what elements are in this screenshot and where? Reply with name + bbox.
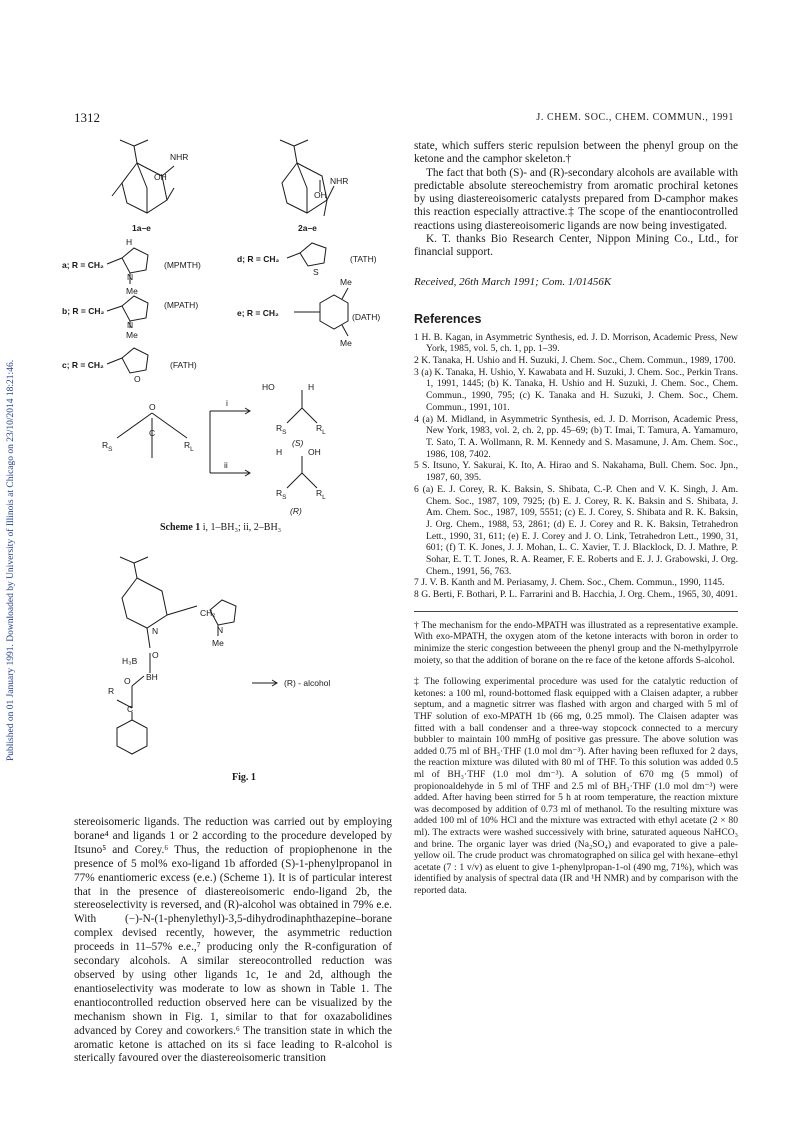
subst-e-me-bottom: Me — [340, 338, 352, 348]
camphor-structure-2 — [280, 140, 334, 216]
right-column — [414, 140, 738, 897]
fig1-ch2: CH₂ — [200, 608, 216, 618]
reference-item: 1 H. B. Kagan, in Asymmetric Synthesis, ed. J. D. Morrison, Academic Press, New York, 1985, vol. 5, ch. 1, pp. 1–39. — [414, 331, 738, 355]
left-body-text — [74, 816, 392, 1066]
fig1-h3b: H₃B — [122, 656, 138, 666]
fig1-n2: N — [217, 625, 224, 635]
reference-item: 3 (a) K. Tanaka, H. Ushio, Y. Kawabata and H. Suzuki, J. Chem. Soc., Perkin Trans. 1, 1991, 1445; (b) K. Tanaka, H. Ushio and H. Suzuki, J. Chem. Soc., Chem. Commun., 1990, 795; (c) K. Tanaka and H. Suzuki, J. Chem. Soc., Chem. Commun., 1991, 101. — [414, 366, 738, 413]
prod-s-label: (S) — [292, 438, 304, 448]
subst-d-name: (TATH) — [350, 254, 377, 264]
fig1-me: Me — [212, 638, 224, 648]
prod-s-ho: HO — [262, 382, 275, 392]
ketone-o: O — [149, 402, 156, 412]
prod-s-h: H — [308, 382, 315, 392]
ketone-rl: $R_L$ — [184, 440, 194, 453]
thiophene-ring-d — [287, 243, 326, 266]
fig1-complex — [117, 557, 277, 754]
furan-ring-c — [107, 348, 148, 373]
received-date: Received, 26th March 1991; Com. 1/01456K — [414, 275, 612, 288]
prod-s-rs: $R_S$ — [276, 423, 287, 436]
chemical-figures — [62, 128, 392, 808]
benzene-ring-e — [294, 288, 348, 336]
references-heading: References — [414, 311, 482, 326]
ketone-rs: $R_S$ — [102, 440, 113, 453]
subst-d-s: S — [313, 267, 319, 277]
subst-a-n: N — [127, 272, 134, 282]
ketone-c: C — [149, 428, 156, 438]
reference-list — [414, 332, 738, 601]
reference-item: 5 S. Itsuno, Y. Sakurai, K. Ito, A. Hirao and S. Nakahama, Bull. Chem. Soc. Jpn., 1987, 60, 395. — [414, 460, 738, 484]
fig1-product: (R) - alcohol — [284, 678, 331, 688]
prod-r-oh: OH — [308, 447, 321, 457]
s1-label: 1a–e — [132, 223, 151, 233]
s2-sub-oh: OH — [314, 190, 327, 200]
scheme-caption: Scheme 1 i, 1–BH₃; ii, 2–BH₃ — [160, 522, 282, 533]
subst-a-name: (MPMTH) — [164, 260, 201, 270]
right-paragraph-1: state, which suffers steric repulsion between the phenyl group on the ketone and the camphor skeleton.† — [414, 140, 738, 166]
page-number: 1312 — [74, 110, 100, 125]
subst-e-prefix: e; R = CH₂ — [237, 308, 279, 318]
footnote-divider — [414, 611, 738, 612]
reference-item: 2 K. Tanaka, H. Ushio and H. Suzuki, J. Chem. Soc., Chem. Commun., 1989, 1700. — [414, 355, 736, 367]
subst-e-me-top: Me — [340, 277, 352, 287]
subst-b-name: (MPATH) — [164, 300, 199, 310]
reference-item: 8 G. Berti, F. Bothari, P. L. Farrarini and B. Hacchia, J. Org. Chem., 1965, 30, 4091. — [414, 589, 738, 601]
s1-sub-oh: OH — [154, 172, 167, 182]
fig1-caption: Fig. 1 — [232, 772, 256, 783]
fig1-c: C — [127, 704, 134, 714]
s1-sub-nhr: NHR — [170, 152, 189, 162]
s2-sub-nhr: NHR — [330, 176, 349, 186]
running-head: J. CHEM. SOC., CHEM. COMMUN., 1991 — [536, 112, 734, 123]
fig1-n1: N — [152, 626, 159, 636]
prod-r-rl: $R_L$ — [316, 488, 326, 501]
figure-area — [62, 128, 392, 808]
prod-r-label: (R) — [290, 506, 302, 516]
fig1-o1: O — [152, 650, 159, 660]
subst-b-n: N — [127, 320, 134, 330]
subst-a-h: H — [126, 237, 133, 247]
footnote-double-dagger: ‡ The following experimental procedure was used for the catalytic reduction of ketones: a 100 ml, round-bottomed flask equipped with a Claisen adapter, a rubber septum, and a magnetic sitrrer was flashed with argon and charged with 5 ml of THF solution of exo-MPATH 1b (66 mg, 0.25 mmol). The Claisen adapter was fitted with a ball condenser and a three-way stopcock connected to a mercury bubbler to maintain 100 mmHg of positive gas pressure. The above solution was added 0.75 ml of BH₃·THF (1.0 mol dm⁻³). After having been refluxed for 2 days, the reaction mixture was diluted with 80 ml of THF. To this solution was added 0.5 ml of BH₃·THF (1.0 mol dm⁻³). A solution of 670 mg (5 mmol) of propionoaldehyde in 5 ml of THF and 2.5 ml of BH₃·THF (1.0 mol dm⁻³) were added. After having been stirred for 5 h at room temperature, the reaction mixture was decomposed by addition of 0.73 ml of methanol. To the resulting mixture was added 100 ml of 10% HCl and the mixture was extracted with ethyl acetate (2 × 80 ml). The extracts were washed successively with brine, saturated aqueous NaHCO₃ and brine. The organic layer was dried (Na₂SO₄) and evaporated to give a pale-yellow oil. The crude product was chromatographed on silica gel with hexane–ethyl acetate (7 : 1 v/v) as eluent to give 1-phenylpropan-1-ol (490 mg, 71%), which was identified by analysis of spectral data (IR and ¹H NMR) and by comparison with the reported data. — [414, 676, 738, 896]
subst-a-me: Me — [126, 286, 138, 296]
s2-label: 2a–e — [298, 223, 317, 233]
subst-c-name: (FATH) — [170, 360, 197, 370]
subst-a-prefix: a; R = CH₂ — [62, 260, 104, 270]
subst-c-o: O — [134, 374, 141, 384]
right-paragraph-2: The fact that both (S)- and (R)-secondary alcohols are available with predictable absolute stereochemistry from aromatic prochiral ketones by using diastereoisomeric catalysts prepared from D-camphor makes this reaction especially attractive.‡ The scope of the enantiocontrolled reactions using diastereoisomeric ligands are now being investigated. — [414, 166, 738, 232]
arrow-ii-label: ii — [224, 460, 228, 470]
fig1-r: R — [108, 686, 115, 696]
prod-r-h: H — [276, 447, 283, 457]
subst-e-name: (DATH) — [352, 312, 381, 322]
subst-b-me: Me — [126, 330, 138, 340]
subst-d-prefix: d; R = CH₂ — [237, 254, 280, 264]
acknowledgement: K. T. thanks Bio Research Center, Nippon Mining Co., Ltd., for financial support. — [414, 233, 738, 259]
subst-c-prefix: c; R = CH₂ — [62, 360, 104, 370]
prod-s-rl: $R_L$ — [316, 423, 326, 436]
reference-item: 4 (a) M. Midland, in Asymmetric Synthesis, ed. J. D. Morrison, Academic Press, New York, 1983, vol. 2, ch. 2, pp. 45–69; (b) T. Imai, T. Tamura, A. Yamamuro, T. Sato, T. A. Wollmann, R. M. Kennedy and S. Masamune, J. Am. Chem. Soc., 1986, 108, 7402. — [414, 413, 738, 460]
footnote-dagger: † The mechanism for the endo-MPATH was illustrated as a representative example. With exo-MPATH, the oxygen atom of the ketone interacts with boron in order to minimize the steric congestion betweeen the phenyl group and the N-methylpyrrole moiety, so that the addition of borane on the re face of the ketone affords S-alcohol. — [414, 619, 738, 666]
scheme-arrows — [117, 390, 317, 488]
arrow-i-label: i — [226, 398, 228, 408]
fig1-bh: BH — [146, 672, 158, 682]
reference-item: 6 (a) E. J. Corey, R. K. Baksin, S. Shibata, C.-P. Chen and V. K. Singh, J. Am. Chem. Soc., 1987, 109, 7925; (b) E. J. Corey, R. K. Baksin and S. Shibata, J. Am. Chem. Soc., 1987, 109, 5551; (c) E. J. Corey, S. Shibata and R. K. Baksin, J. Org. Chem., 1988, 53, 2861; (d) E. J. Corey and R. K. Baksin, Tetrahedron Lett., 1990, 31, 611; (e) E. J. Corey and J. O. Link, Tetrahedron Lett., 1990, 31, 601; (f) T. K. Jones, J. J. Mohan, L. C. Xavier, T. J. Blacklock, D. J. Mathre, P. Sohar, E. T. T. Jones, R. A. Reamer, F. E. Roberts and E. J. J. Grabowski, J. Org. Chem., 1991, 56, 763. — [414, 483, 738, 577]
fig1-o2: O — [124, 676, 131, 686]
subst-b-prefix: b; R = CH₂ — [62, 306, 105, 316]
prod-r-rs: $R_S$ — [276, 488, 287, 501]
left-paragraph: stereoisomeric ligands. The reduction was carried out by employing borane⁴ and ligands 1 or 2 according to the procedure developed by Itsuno⁵ and Corey.⁶ Thus, the reduction of propiophenone in the presence of 5 mol% exo-ligand 1b afforded (S)-1-phenylpropanol in 77% enantiomeric excess (e.e.) (Scheme 1). It is of particular interest that in the presence of diastereoisomeric endo-ligand 2b, the stereoselectivity is reversed, and (R)-alcohol was obtained in 79% e.e. With (−)-N-(1-phenylethyl)-3,5-dihydrodinaphthazepine–borane complex devised recently, however, the asymmetric reduction proceeds in 11–57% e.e.,⁷ producing only the R-configuration of secondary alcohols. A similar stereocontrolled reduction was observed by using other ligands 1c, 1e and 2d, although the enantioselectivity was moderate to low as shown in Table 1. The enantiocontrolled reduction observed here can be visualized by the mechanism shown in Fig. 1, similar to that for oxazabolidines advanced by Corey and coworkers.⁶ The transition state in which the aromatic ketone is attached on its si face leading to R-alcohol is sterically favoured over the diastereoisomeric transition — [74, 816, 392, 1065]
reference-item: 7 J. V. B. Kanth and M. Periasamy, J. Chem. Soc., Chem. Commun., 1990, 1145. — [414, 577, 725, 589]
download-watermark: Published on 01 January 1991. Downloaded by University of Illinois at Chicago on 23/10/2014 18:21:46. — [6, 359, 16, 761]
